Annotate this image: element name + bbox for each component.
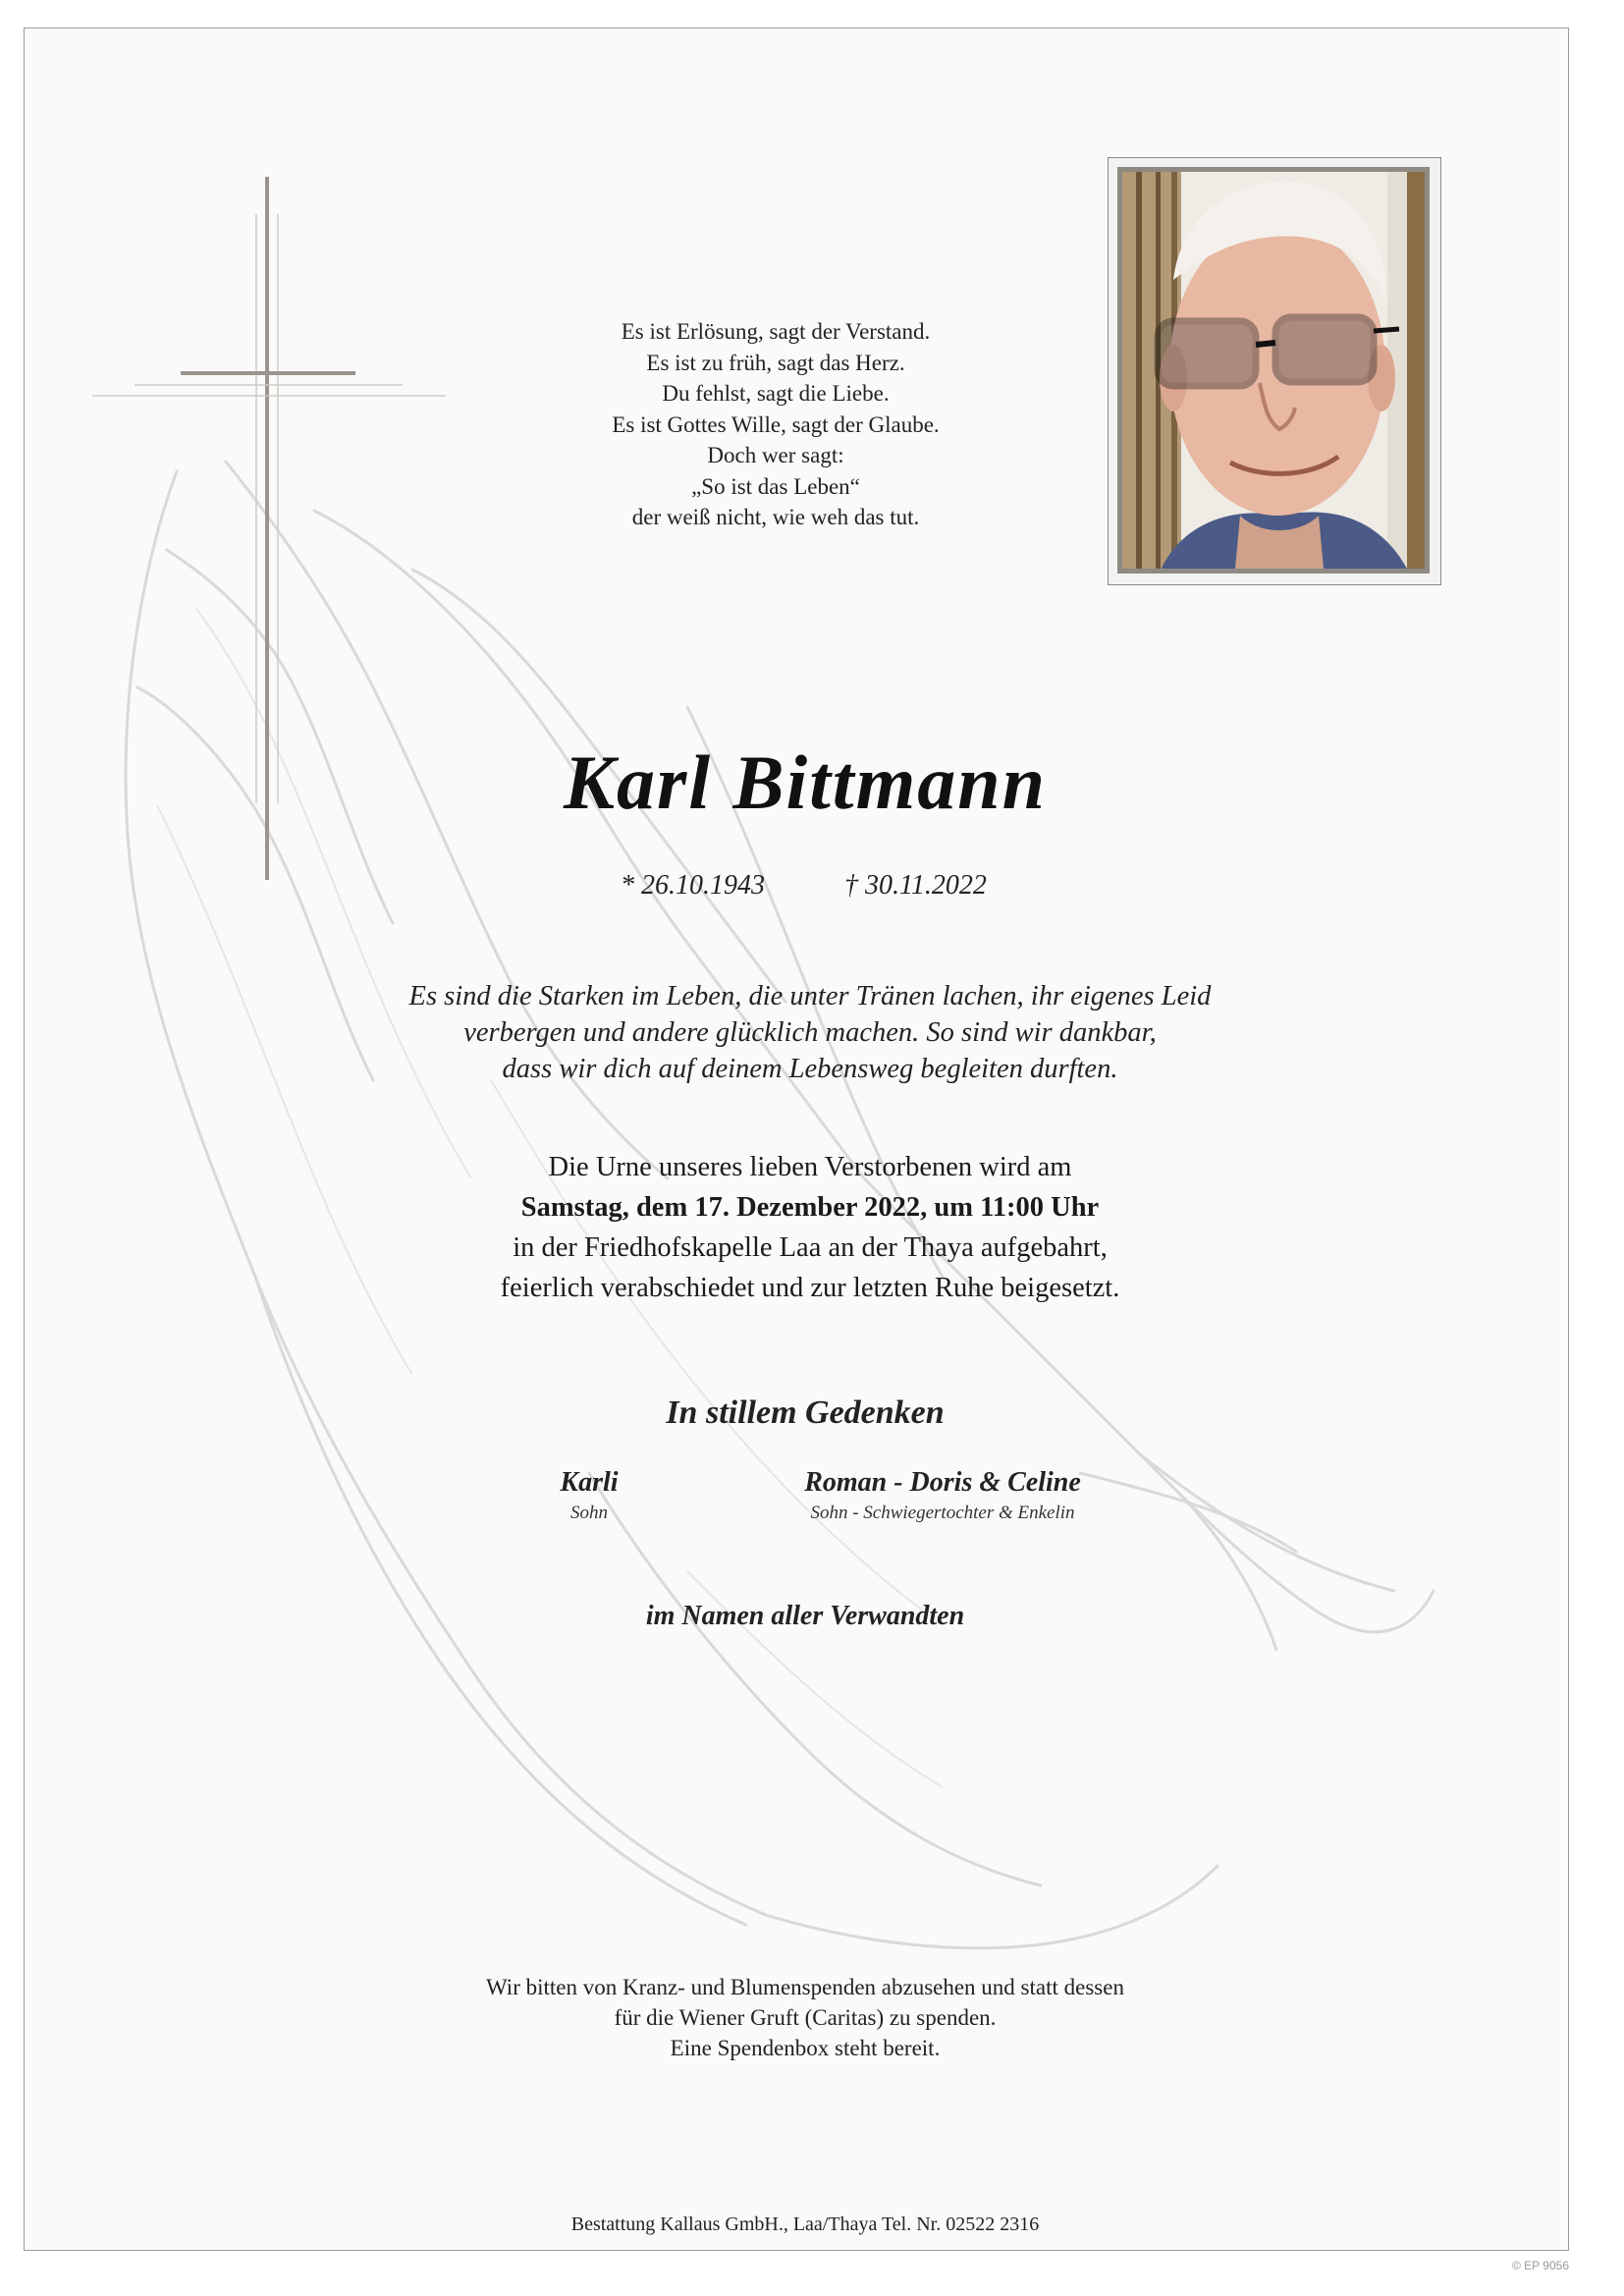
mourner-karli bbox=[491, 1467, 687, 1524]
death-date: † 30.11.2022 bbox=[844, 870, 987, 901]
memory-heading: In stillem Gedenken bbox=[666, 1394, 945, 1431]
motto-line: verbergen und andere glücklich machen. So sind wir dankbar, bbox=[463, 1017, 1157, 1048]
donation-line: für die Wiener Gruft (Caritas) zu spenden. bbox=[614, 2005, 997, 2030]
mourner-roman-doris-celine bbox=[746, 1467, 1139, 1524]
announcement-line: Die Urne unseres lieben Verstorbenen wird am bbox=[548, 1152, 1072, 1182]
donation-line: Eine Spendenbox steht bereit. bbox=[670, 2036, 941, 2060]
mourner-name: Karli bbox=[560, 1467, 619, 1498]
announcement-line: in der Friedhofskapelle Laa an der Thaya aufgebahrt, bbox=[513, 1232, 1108, 1263]
quote-line: der weiß nicht, wie weh das tut. bbox=[631, 505, 920, 529]
mourner-role: Sohn - Schwiegertochter & Enkelin bbox=[810, 1503, 1075, 1523]
quote-line: Es ist Erlösung, sagt der Verstand. bbox=[621, 319, 931, 344]
quote-line: Du fehlst, sagt die Liebe. bbox=[662, 381, 890, 406]
mourner-name: Roman - Doris & Celine bbox=[804, 1467, 1081, 1498]
birth-date: * 26.10.1943 bbox=[621, 870, 765, 901]
deceased-name: Karl Bittmann bbox=[563, 739, 1048, 825]
opening-quote bbox=[461, 316, 1090, 533]
motto-line: dass wir dich auf deinem Lebensweg begleiten durften. bbox=[502, 1054, 1118, 1084]
ceremony-date: Samstag, dem 17. Dezember 2022, um 11:00 Uhr bbox=[520, 1192, 1100, 1223]
funeral-home-footer: Bestattung Kallaus GmbH., Laa/Thaya Tel. Nr. 02522 2316 bbox=[570, 2214, 1040, 2235]
mourner-role: Sohn bbox=[570, 1503, 608, 1523]
portrait-mat bbox=[1117, 167, 1430, 574]
funeral-announcement bbox=[314, 1147, 1306, 1308]
print-code: © EP 9056 bbox=[1512, 2259, 1569, 2272]
quote-line: „So ist das Leben“ bbox=[691, 473, 860, 499]
motto-line: Es sind die Starken im Leben, die unter Tränen lachen, ihr eigenes Leid bbox=[408, 981, 1212, 1011]
quote-line: Es ist Gottes Wille, sagt der Glaube. bbox=[612, 411, 940, 437]
motto-text bbox=[275, 978, 1345, 1087]
relatives-line: im Namen aller Verwandten bbox=[645, 1601, 965, 1631]
donation-request bbox=[334, 1972, 1276, 2063]
quote-line: Doch wer sagt: bbox=[707, 443, 844, 467]
portrait-photo bbox=[1122, 172, 1425, 569]
announcement-line: feierlich verabschiedet und zur letzten Ruhe beigesetzt. bbox=[500, 1273, 1120, 1303]
portrait-frame bbox=[1108, 157, 1441, 585]
donation-line: Wir bitten von Kranz- und Blumenspenden abzusehen und statt dessen bbox=[486, 1975, 1124, 1999]
quote-line: Es ist zu früh, sagt das Herz. bbox=[646, 350, 905, 375]
